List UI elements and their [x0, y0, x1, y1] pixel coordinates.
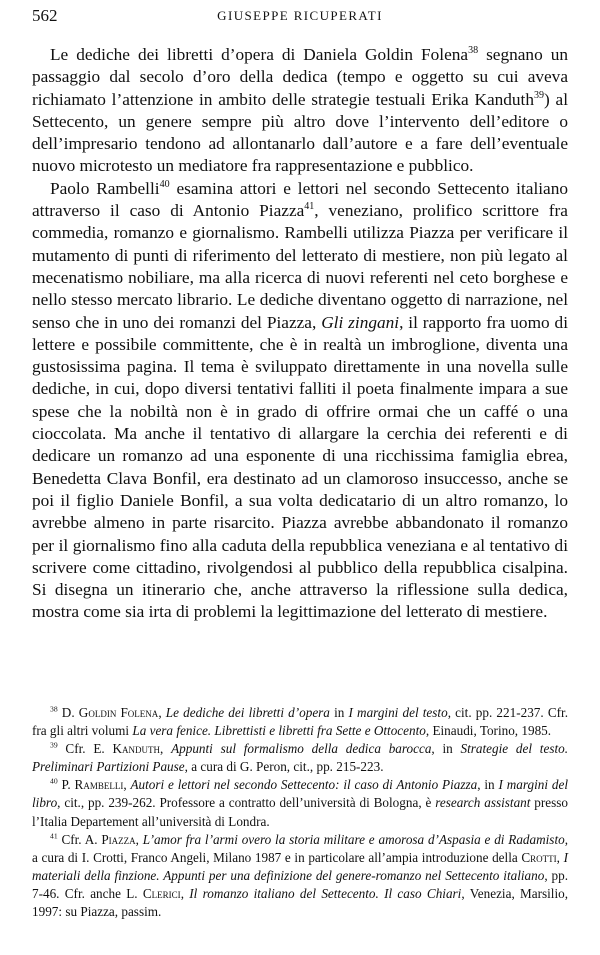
italic-run: La vera fenice. Librettisti e libretti fra Sette e Ottocento: [132, 723, 426, 739]
body-paragraph: [32, 44, 568, 178]
note-ref: 41: [304, 201, 315, 213]
italic-run: Appunti sul formalismo della dedica barocca: [171, 741, 432, 757]
italic-run: L’amor fra l’armi overo la storia militare e amorosa d’Aspasia e di Radamisto: [142, 831, 565, 847]
note-ref: 41: [50, 831, 58, 841]
italic-run: Il romanzo italiano del Settecento. Il caso Chiari: [189, 885, 462, 901]
text-run: Cfr. E.: [57, 741, 113, 757]
italic-run: Autori e lettori nel secondo Settecento: il caso di Antonio Piazza: [130, 777, 478, 793]
text-run: Cfr. A.: [57, 831, 102, 847]
small-caps-run: Rambelli: [74, 777, 124, 793]
italic-run: research assistant: [435, 795, 531, 811]
text-run: esamina attori e lettori nel secondo Settecento italiano attraverso il caso di Antonio Piazza: [32, 178, 568, 221]
note-ref: 38: [468, 45, 479, 57]
footnotes: [32, 704, 568, 921]
text-run: , a cura di G. Peron, cit., pp. 215-223.: [184, 759, 384, 775]
small-caps-run: Crotti: [521, 849, 557, 865]
footnote: [32, 704, 568, 740]
note-ref: 39: [50, 740, 58, 750]
page-number: 562: [32, 6, 58, 25]
text-run: P.: [57, 777, 75, 793]
text-run: , Venezia, Marsilio, 1997: su Piazza, passim.: [32, 885, 569, 920]
text-run: ,: [180, 885, 190, 901]
text-run: , veneziano, prolifico scrittore fra commedia, romanzo e giornalismo. Rambelli utilizza Piazza per verificare il mutamento di punti di riferimento del letterato di mestiere, non più legato al mecenatismo nobiliare, ma alla ricerca di nuovi referenti nel ceto borghese e nello stesso mercato librario. Le dediche diventano oggetto di narrazione, nel senso che in uno dei romanzi del Piazza,: [32, 201, 568, 332]
body-text: [32, 44, 568, 624]
note-ref: 39: [533, 89, 544, 101]
small-caps-run: Piazza: [101, 831, 136, 847]
footnote: [32, 740, 568, 776]
text-run: ,: [160, 741, 172, 757]
note-ref: 40: [159, 179, 170, 191]
text-run: ,: [123, 777, 131, 793]
text-run: D.: [57, 705, 79, 720]
body-paragraph: [32, 178, 568, 624]
text-run: , pp. 7-46. Cfr. anche L.: [32, 867, 569, 901]
text-run: , in: [431, 741, 461, 757]
footnote: [32, 831, 568, 921]
small-caps-run: Clerici: [142, 885, 181, 901]
italic-run: Strategie del testo. Preliminari Partizioni Pause: [32, 741, 569, 775]
text-run: , il rapporto fra uomo di lettere e possibile committente, che è in realtà un imbroglione, diventa una gustosissima pagina. Il tema è sviluppato direttamente in una novella sulle dediche, in cui, dopo diversi tentativi falliti il poeta finalmente impara a sue spese che la nobiltà non è in grado di offrire ormai che un caffé o una cioccolata. Ma anche il tentativo di allargare la cerchia dei referenti e di dedicare un romanzo ad una esponente di una ricchissima famiglia ebrea, Benedetta Clava Bonfil, era destinato ad un clamoroso insuccesso, anche se poi il figlio Daniele Bonfil, a sua volta dedicatario di un altro romanzo, lo avrebbe almeno in parte risarcito. Piazza avrebbe abbandonato il romanzo per il giornalismo fino alla caduta della repubblica veneziana e al tentativo di scrivere come cittadino, rivolgendosi al pubblico della repubblica cisalpina. Si disegna un itinerario che, anche attraverso la riflessione sulla dedica, mostra come sia irta di problemi la legittimazione del letterato di mestiere.: [32, 312, 568, 622]
footnote: [32, 776, 568, 830]
note-ref: 40: [50, 776, 58, 786]
italic-run: I materiali della finzione. Appunti per una definizione del genere-romanzo nel Settecento italiano: [32, 849, 569, 883]
note-ref: 38: [50, 704, 58, 714]
italic-run: Gli zingani: [321, 312, 400, 332]
small-caps-run: Kanduth: [112, 741, 160, 757]
italic-run: I margini del libro: [32, 777, 568, 811]
text-run: Paolo Rambelli: [50, 178, 160, 198]
running-head: GIUSEPPE RICUPERATI: [217, 8, 383, 23]
italic-run: I margini del testo: [348, 705, 448, 720]
text-run: , a cura di I. Crotti, Franco Angeli, Milano 1987 e in particolare all’ampia introduzione della: [32, 831, 568, 865]
italic-run: Le dediche dei libretti d’opera: [165, 705, 330, 720]
small-caps-run: Goldin Folena: [78, 705, 159, 720]
text-run: ,: [135, 831, 143, 847]
text-run: Le dediche dei libretti d’opera di Daniela Goldin Folena: [50, 45, 469, 64]
text-run: presso l’Italia Departement all’università di Londra.: [32, 795, 568, 829]
text-run: in: [329, 705, 349, 720]
page-header: [32, 6, 568, 28]
text-run: ,: [556, 849, 564, 865]
text-run: segnano un passaggio dal secolo d’oro della dedica (tempo e oggetto su cui aveva richiamato l’attenzione in ambito delle strategie testuali Erika Kanduth: [32, 45, 568, 109]
text-run: ,: [158, 705, 166, 720]
text-run: , Einaudi, Torino, 1985.: [425, 723, 552, 739]
text-run: , cit., pp. 239-262. Professore a contratto dell’università di Bologna, è: [57, 795, 436, 811]
text-run: , in: [477, 777, 499, 793]
text-run: ) al Settecento, un genere sempre più altro dove l’intervento dell’editore o dell’impresario tendono ad allontanarlo dall’autore e a fare dell’eventuale nuovo microtesto un mediatore fra rappresentazione e pubblico.: [32, 89, 568, 176]
text-run: , cit. pp. 221-237. Cfr. fra gli altri volumi: [32, 705, 568, 739]
